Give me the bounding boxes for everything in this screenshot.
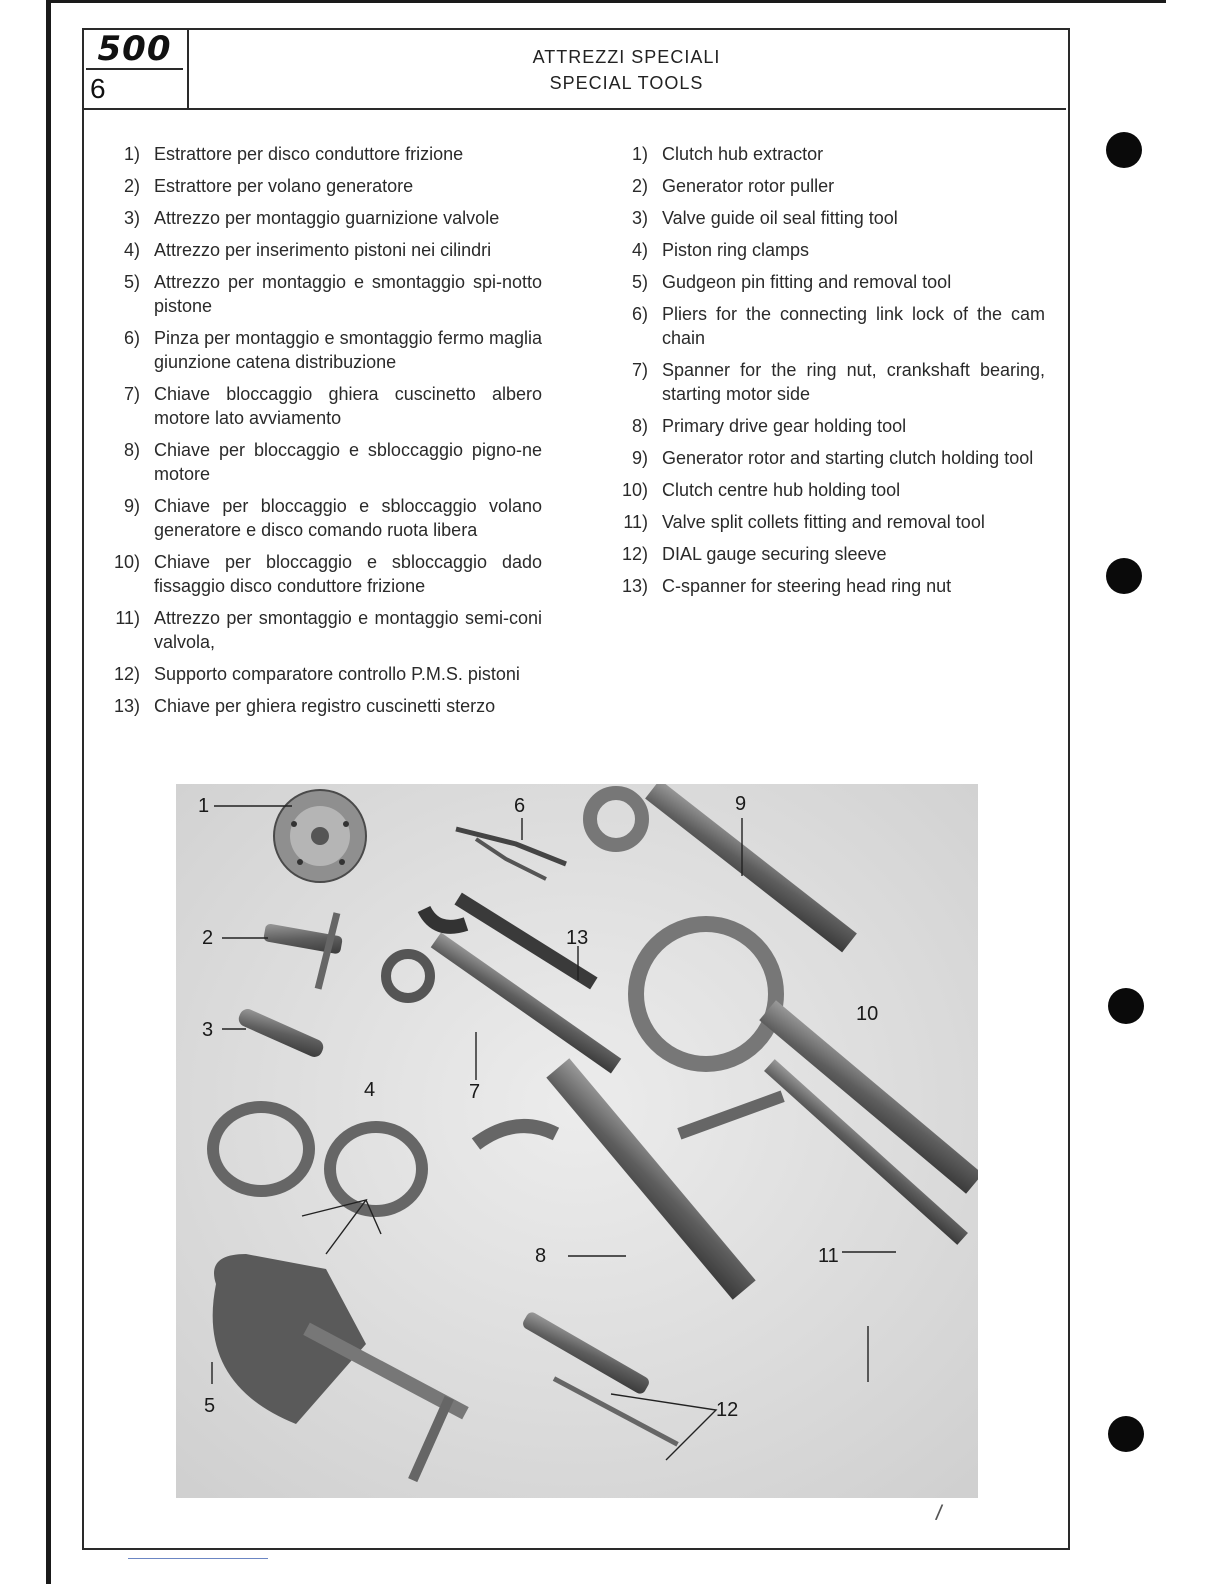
tools-photo bbox=[176, 784, 978, 1498]
item-text: DIAL gauge securing sleeve bbox=[662, 544, 887, 564]
list-item bbox=[608, 206, 1045, 230]
page-left-edge bbox=[46, 0, 51, 1584]
list-item bbox=[100, 550, 542, 598]
photo-label-1: 1 bbox=[198, 795, 210, 817]
tool-1-extractor-disc bbox=[274, 790, 366, 882]
item-text: Primary drive gear holding tool bbox=[662, 416, 907, 436]
tools-illustration bbox=[176, 784, 978, 1498]
item-text: Estrattore per disco conduttore frizione bbox=[154, 144, 464, 164]
section-number: 6 bbox=[90, 73, 106, 104]
list-item bbox=[100, 238, 542, 262]
item-text: Attrezzo per montaggio guarnizione valvole bbox=[154, 208, 500, 228]
list-item bbox=[608, 302, 1045, 350]
binder-hole bbox=[1106, 558, 1142, 594]
list-item bbox=[608, 270, 1045, 294]
italian-tool-list bbox=[100, 142, 542, 726]
model-badge bbox=[82, 28, 189, 108]
item-number: 4) bbox=[631, 240, 648, 260]
item-number: 12) bbox=[621, 544, 648, 564]
bottom-rule bbox=[128, 1558, 268, 1559]
model-logo: 500 bbox=[86, 30, 183, 70]
photo-label-9: 9 bbox=[735, 793, 747, 815]
list-item bbox=[100, 694, 542, 718]
photo-label-4: 4 bbox=[364, 1079, 376, 1101]
item-number: 3) bbox=[631, 208, 648, 228]
item-text: Chiave per bloccaggio e sbloccaggio dado fissaggio disco conduttore frizione bbox=[154, 552, 542, 596]
list-item bbox=[608, 478, 1045, 502]
page-top-edge bbox=[46, 0, 1166, 3]
item-text: Valve split collets fitting and removal tool bbox=[662, 512, 985, 532]
item-number: 6) bbox=[123, 328, 140, 348]
item-text: Piston ring clamps bbox=[662, 240, 810, 260]
item-number: 3) bbox=[123, 208, 140, 228]
binder-hole bbox=[1108, 988, 1144, 1024]
item-text: Clutch hub extractor bbox=[662, 144, 824, 164]
item-number: 8) bbox=[123, 440, 140, 460]
photo-label-6: 6 bbox=[514, 795, 526, 817]
list-item bbox=[100, 382, 542, 430]
item-number: 1) bbox=[123, 144, 140, 164]
item-number: 9) bbox=[123, 496, 140, 516]
photo-label-3: 3 bbox=[202, 1019, 214, 1041]
item-text: Attrezzo per inserimento pistoni nei cilindri bbox=[154, 240, 492, 260]
item-text: Attrezzo per montaggio e smontaggio spi-notto pistone bbox=[154, 272, 542, 316]
page-title bbox=[187, 44, 1066, 96]
item-text: Estrattore per volano generatore bbox=[154, 176, 414, 196]
item-text: Chiave per bloccaggio e sbloccaggio pigno-ne motore bbox=[154, 440, 542, 484]
item-number: 10) bbox=[113, 552, 140, 572]
list-item bbox=[100, 174, 542, 198]
item-number: 4) bbox=[123, 240, 140, 260]
english-tool-list bbox=[608, 142, 1045, 606]
item-number: 2) bbox=[631, 176, 648, 196]
item-text: C-spanner for steering head ring nut bbox=[662, 576, 952, 596]
item-number: 13) bbox=[621, 576, 648, 596]
item-number: 13) bbox=[113, 696, 140, 716]
list-item bbox=[100, 206, 542, 230]
list-item bbox=[608, 358, 1045, 406]
list-item bbox=[100, 326, 542, 374]
item-text: Generator rotor puller bbox=[662, 176, 835, 196]
item-number: 2) bbox=[123, 176, 140, 196]
item-number: 5) bbox=[123, 272, 140, 292]
list-item bbox=[100, 438, 542, 486]
list-item bbox=[608, 574, 1045, 598]
list-item bbox=[100, 142, 542, 166]
photo-label-11: 11 bbox=[818, 1245, 839, 1267]
item-number: 7) bbox=[631, 360, 648, 380]
list-item bbox=[608, 174, 1045, 198]
list-item bbox=[608, 446, 1045, 470]
item-number: 11) bbox=[115, 608, 140, 628]
photo-label-8: 8 bbox=[535, 1245, 547, 1267]
item-text: Spanner for the ring nut, crankshaft bearing, starting motor side bbox=[662, 360, 1045, 404]
list-item bbox=[608, 142, 1045, 166]
item-text: Chiave per ghiera registro cuscinetti sterzo bbox=[154, 696, 496, 716]
photo-label-5: 5 bbox=[204, 1395, 216, 1417]
item-text: Pliers for the connecting link lock of the cam chain bbox=[662, 304, 1045, 348]
list-item bbox=[100, 606, 542, 654]
list-item bbox=[608, 414, 1045, 438]
item-number: 5) bbox=[631, 272, 648, 292]
footer-mark: / bbox=[934, 1499, 944, 1526]
item-text: Valve guide oil seal fitting tool bbox=[662, 208, 898, 228]
item-text: Chiave bloccaggio ghiera cuscinetto albero motore lato avviamento bbox=[154, 384, 542, 428]
list-item bbox=[100, 662, 542, 686]
title-italian: ATTREZZI SPECIALI bbox=[532, 47, 721, 67]
photo-label-2: 2 bbox=[202, 927, 214, 949]
item-number: 1) bbox=[631, 144, 648, 164]
item-text: Clutch centre hub holding tool bbox=[662, 480, 901, 500]
list-item bbox=[100, 494, 542, 542]
list-item bbox=[608, 542, 1045, 566]
photo-label-13: 13 bbox=[566, 927, 589, 949]
item-number: 9) bbox=[631, 448, 648, 468]
item-number: 6) bbox=[631, 304, 648, 324]
item-text: Attrezzo per smontaggio e montaggio semi-coni valvola, bbox=[154, 608, 542, 652]
list-item bbox=[608, 510, 1045, 534]
binder-hole bbox=[1108, 1416, 1144, 1452]
title-english: SPECIAL TOOLS bbox=[549, 73, 704, 93]
item-number: 11) bbox=[623, 512, 648, 532]
item-number: 8) bbox=[631, 416, 648, 436]
photo-label-7: 7 bbox=[469, 1081, 481, 1103]
item-text: Pinza per montaggio e smontaggio fermo maglia giunzione catena distribuzione bbox=[154, 328, 542, 372]
item-text: Generator rotor and starting clutch holding tool bbox=[662, 448, 1034, 468]
binder-hole bbox=[1106, 132, 1142, 168]
item-number: 12) bbox=[113, 664, 140, 684]
list-item bbox=[608, 238, 1045, 262]
list-item bbox=[100, 270, 542, 318]
item-number: 7) bbox=[123, 384, 140, 404]
photo-label-12: 12 bbox=[716, 1399, 739, 1421]
item-text: Chiave per bloccaggio e sbloccaggio volano generatore e disco comando ruota libera bbox=[154, 496, 542, 540]
photo-label-10: 10 bbox=[856, 1003, 879, 1025]
item-text: Supporto comparatore controllo P.M.S. pistoni bbox=[154, 664, 520, 684]
item-number: 10) bbox=[621, 480, 648, 500]
page-header bbox=[82, 28, 1066, 110]
item-text: Gudgeon pin fitting and removal tool bbox=[662, 272, 952, 292]
